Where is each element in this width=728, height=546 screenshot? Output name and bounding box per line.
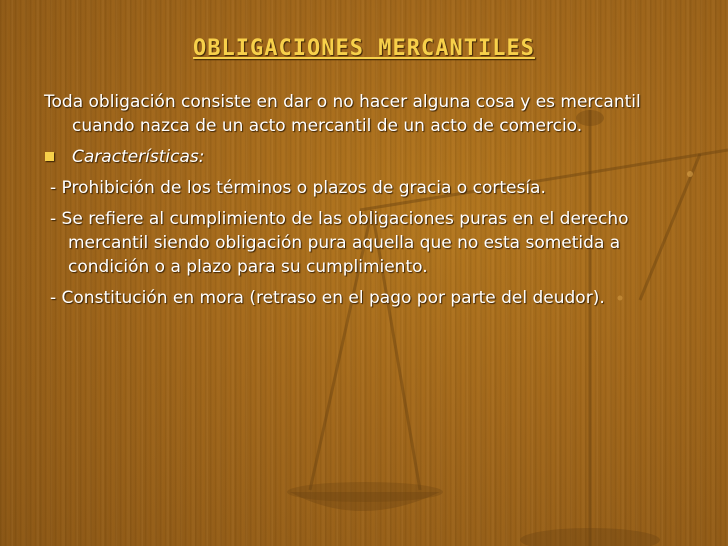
list-item: - Constitución en mora (retraso en el pago por parte del deudor). [50, 288, 605, 308]
square-bullet-icon [45, 152, 54, 161]
bullet-item [44, 145, 694, 169]
intro-paragraph: Toda obligación consiste en dar o no hacer alguna cosa y es mercantil cuando nazca de un acto mercantil de un acto de comercio. [44, 92, 641, 136]
list-item: - Prohibición de los términos o plazos de gracia o cortesía. [50, 178, 546, 198]
slide-body [44, 90, 694, 317]
slide-title: OBLIGACIONES MERCANTILES [193, 36, 535, 61]
bullet-label: Características: [72, 147, 205, 167]
list-item: - Se refiere al cumplimiento de las obligaciones puras en el derecho mercantil siendo obligación pura aquella que no esta sometida a condición o a plazo para su cumplimiento. [50, 209, 629, 277]
